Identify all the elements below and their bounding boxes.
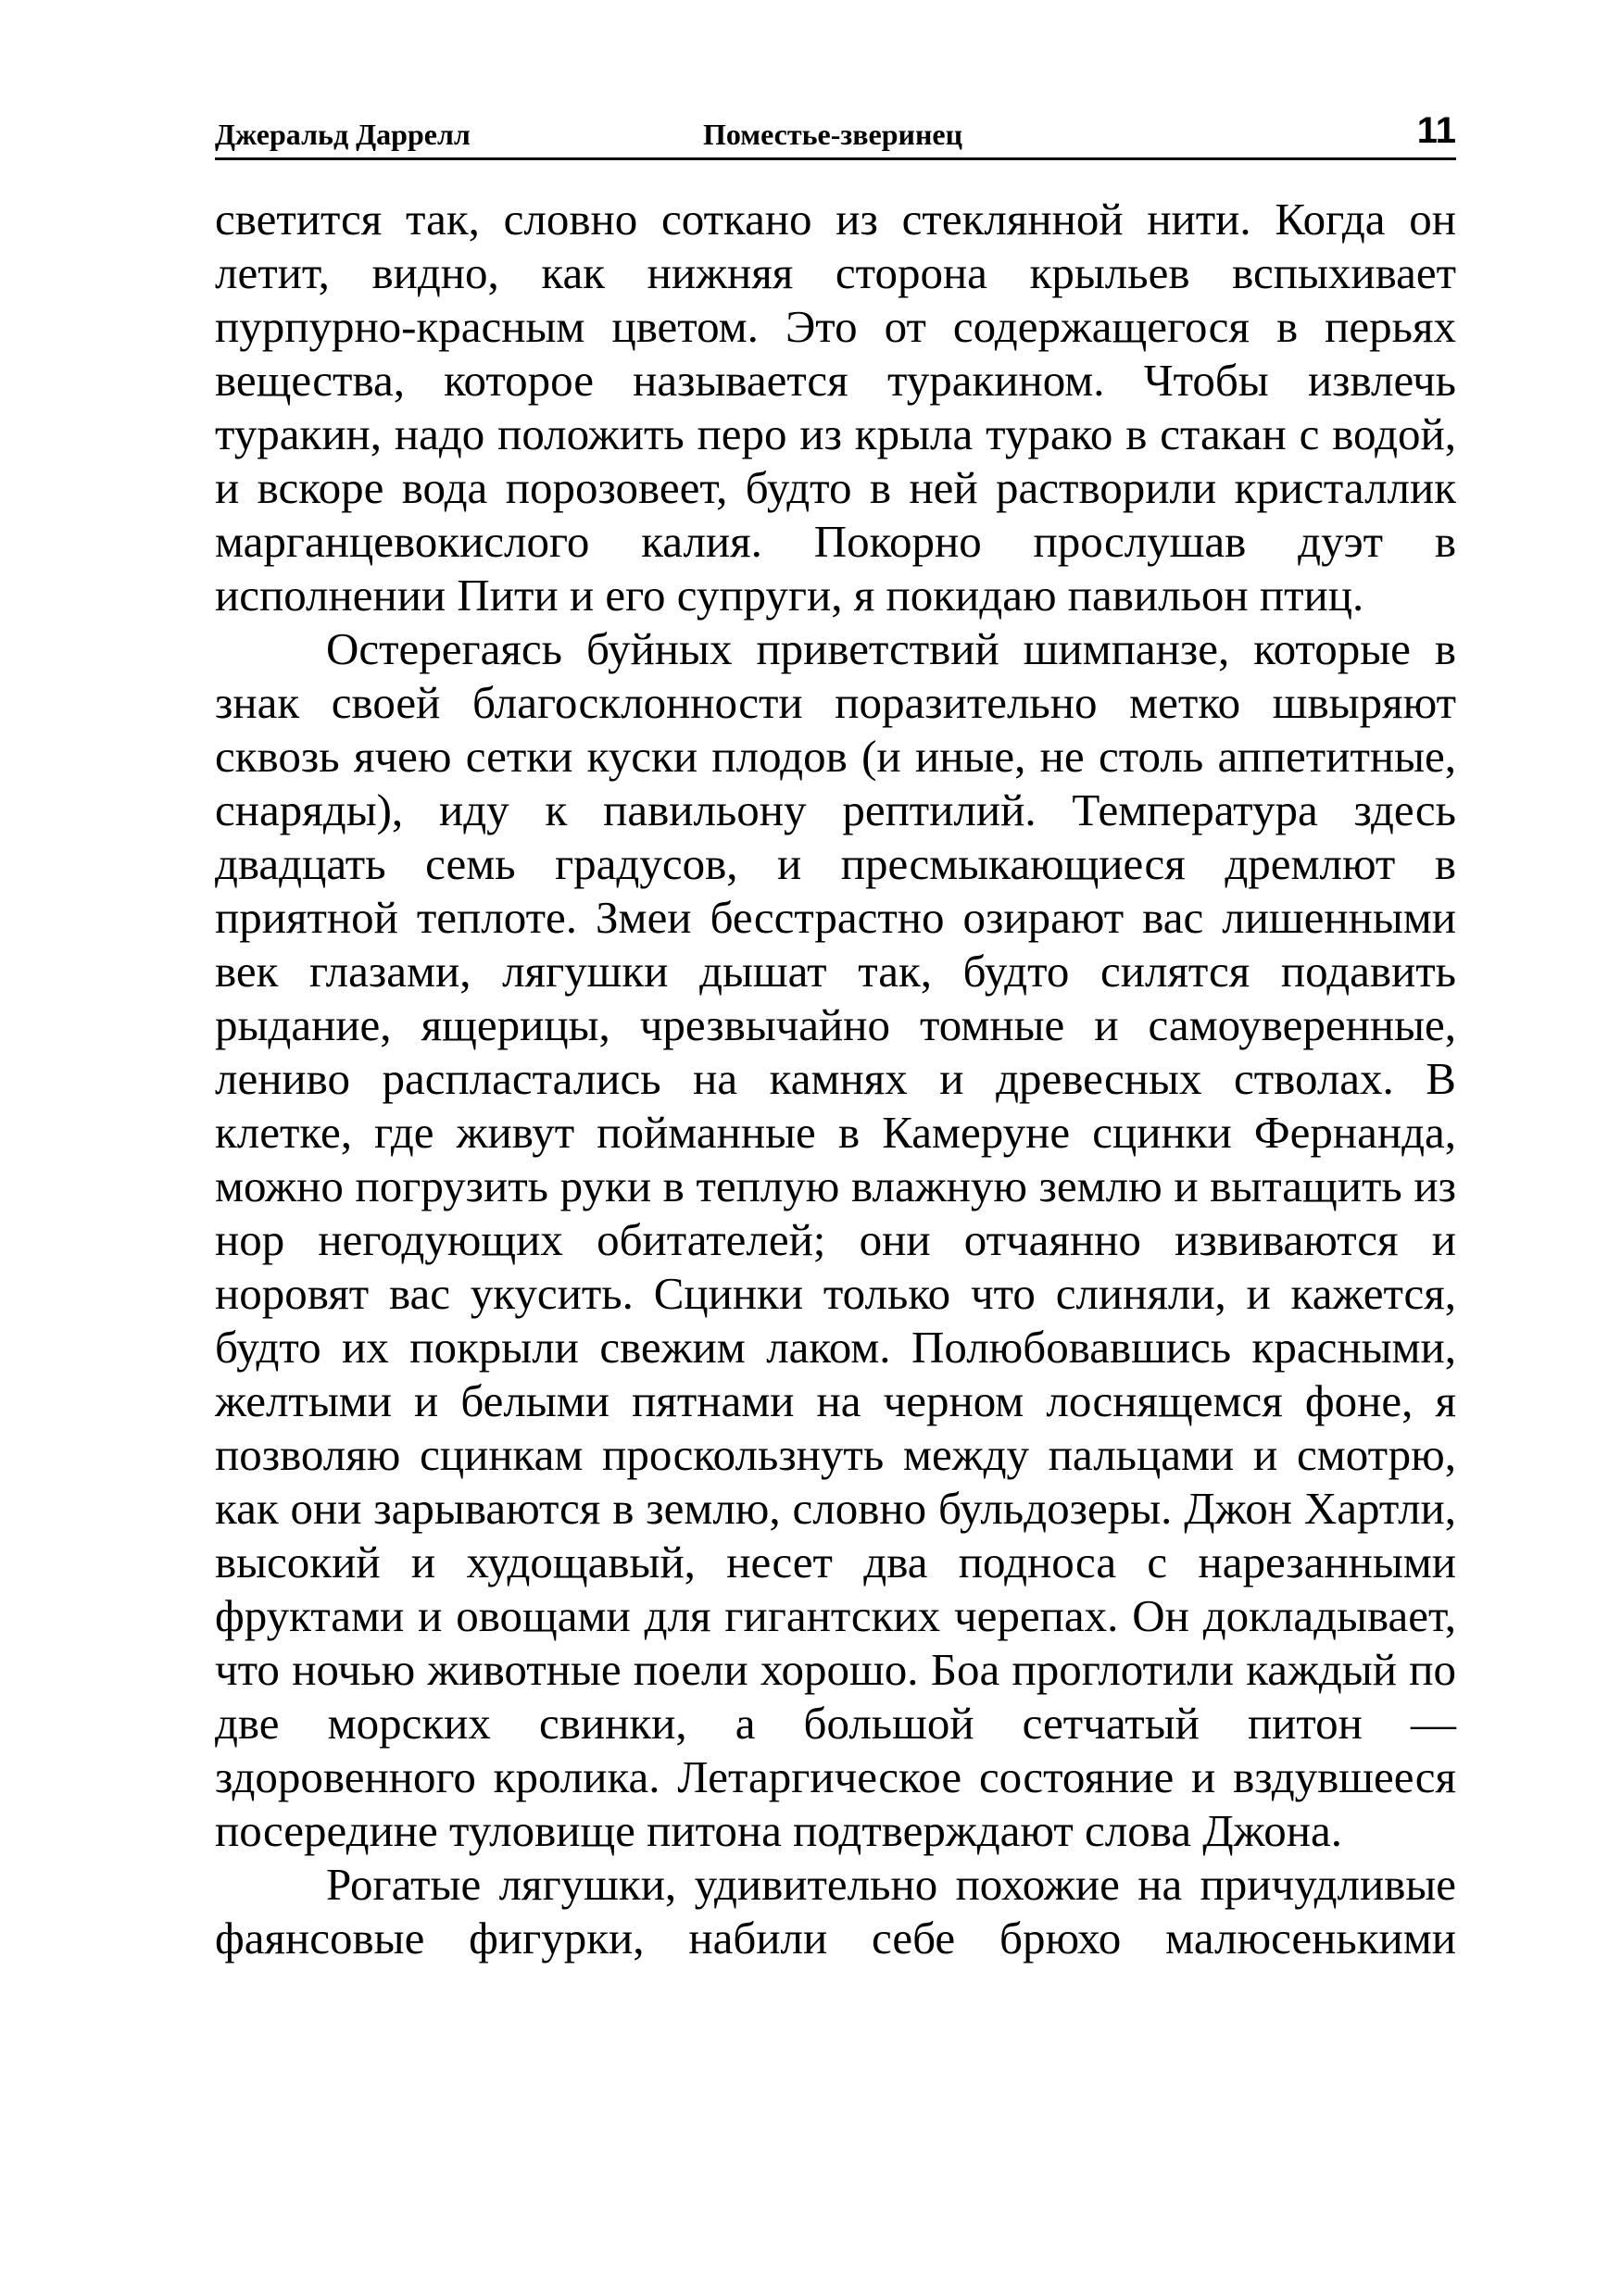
paragraph: Остерегаясь буйных приветствий шимпанзе, которые в знак своей благосклонности поразительно метко швыряют сквозь ячею сетки куски плодов (и иные, не столь аппетитные, снаряды), иду к павильону рептилий. Температура здесь двадцать семь градусов, и пресмыкающиеся дремлют в приятной теплоте. Змеи бесстрастно озирают вас лишенными век глазами, лягушки дышат так, будто силятся подавить рыдание, ящерицы, чрезвычайно томные и самоуверенные, лениво распластались на камнях и древесных стволах. В клетке, где живут пойманные в Камеруне сцинки Фернанда, можно погрузить руки в теплую влажную землю и вытащить из нор негодующих обитателей; они отчаянно извиваются и норовят вас укусить. Сцинки только что слиняли, и кажется, будто их покрыли свежим лаком. Полюбовавшись красными, желтыми и белыми пятнами на черном лоснящемся фоне, я позволяю сцинкам проскользнуть между пальцами и смотрю, как они зарываются в землю, словно бульдозеры. Джон Хартли, высокий и худощавый, несет два подноса с нарезанными фруктами и овощами для гигантских черепах. Он докладывает, что ночью животные поели хорошо. Боа проглотили каждый по две морских свинки, а большой сетчатый питон — здоровенного кролика. Летаргическое состояние и вздувшееся посередине туловище питона подтверждают слова Джона.	[215, 623, 1456, 1856]
page-body	[215, 193, 1456, 1965]
page-number: 11	[1416, 110, 1456, 151]
running-header	[215, 96, 1456, 160]
paragraph-cut-off: Рогатые лягушки, удивительно похожие на причудливые фаянсовые фигурки, набили себе брюхо малюсенькими	[215, 1859, 1456, 1964]
header-author: Джеральд Даррелл	[215, 118, 471, 151]
paragraph-continued: светится так, словно соткано из стеклянной нити. Когда он летит, видно, как нижняя сторона крыльев вспыхивает пурпурно-красным цветом. Это от содержащегося в перьях вещества, которое называется туракином. Чтобы извлечь туракин, надо положить перо из крыла турако в стакан с водой, и вскоре вода порозовеет, будто в ней растворили кристаллик марганцевокислого калия. Покорно прослушав дуэт в исполнении Пити и его супруги, я покидаю павильон птиц.	[215, 194, 1456, 621]
header-book-title: Поместье-зверинец	[703, 118, 963, 151]
